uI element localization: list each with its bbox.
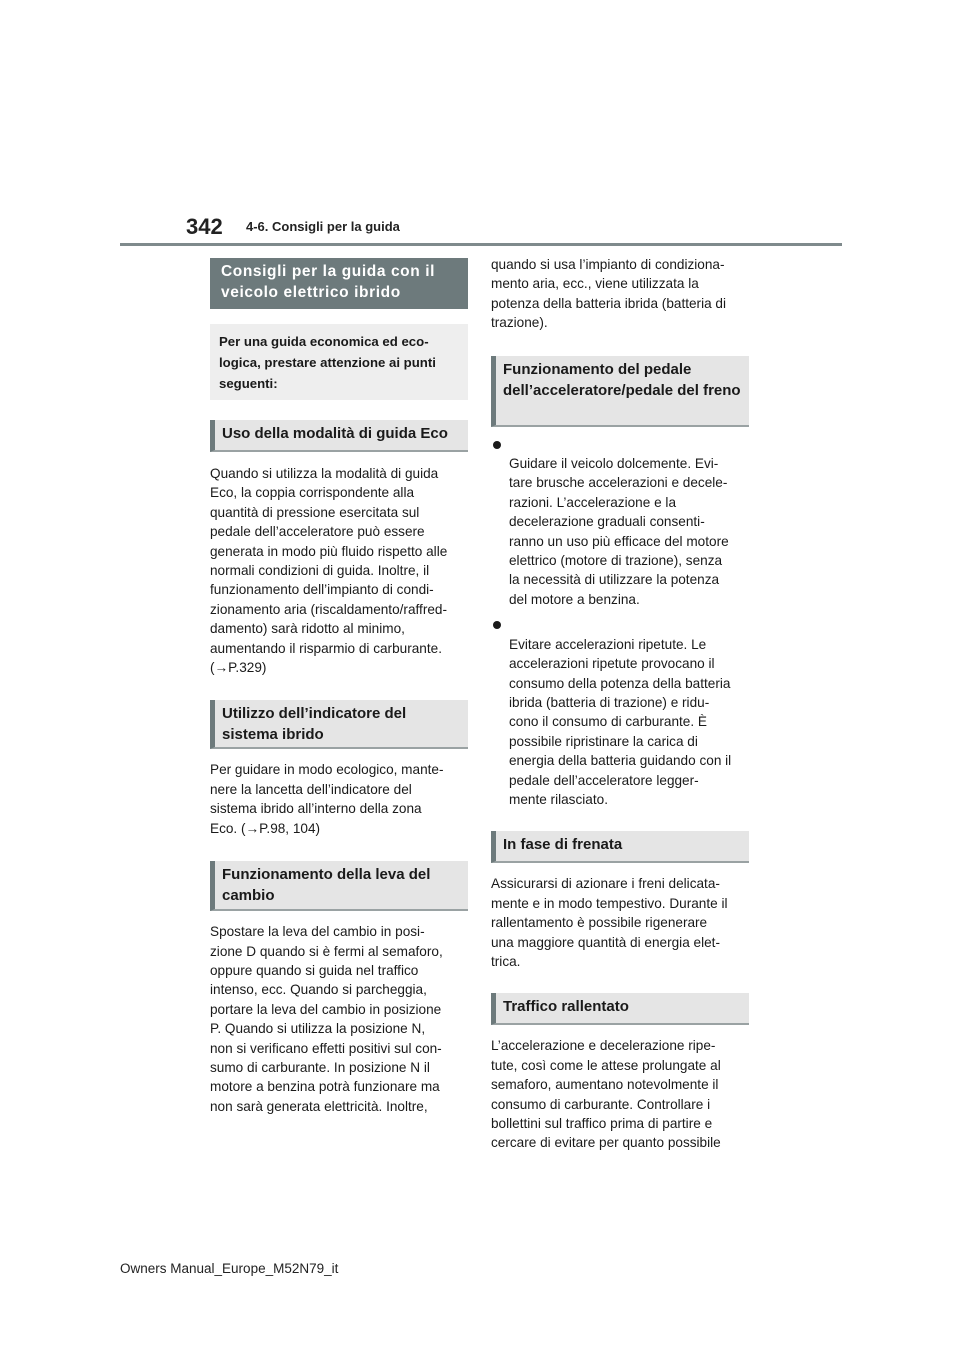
bullet-text: Guidare il veicolo dolcemente. Evi- tare brusche accelerazioni e decele- razioni. L’accelerazione e la decelerazione graduali consenti- ranno un uso più efficace del motore elettrico (motore di trazione), senza la necessità di utilizzare la potenza del motore a benzina. bbox=[509, 456, 729, 607]
chapter-banner: Consigli per la guida con il veicolo elettrico ibrido bbox=[210, 258, 468, 309]
paragraph-traffic: L’accelerazione e decelerazione ripe- tute, così come le attese prolungate al semaforo, aumentano notevolmente il consumo di carburante. Controllare i bollettini sul traffico prima di partire e cercare di evitare per quanto possibile bbox=[491, 1038, 721, 1151]
intro-box bbox=[210, 324, 468, 400]
left-column bbox=[210, 258, 468, 1116]
right-column bbox=[491, 258, 749, 1153]
list-item bbox=[491, 435, 749, 610]
pedal-bullet-list bbox=[491, 435, 749, 810]
header-rule bbox=[120, 243, 842, 246]
page-number: 342 bbox=[186, 214, 223, 239]
paragraph-braking: Assicurarsi di azionare i freni delicata- mente e in modo tempestivo. Durante il rallentamento è possibile rigenerare una maggiore quantità di energia elet- trica. bbox=[491, 876, 728, 969]
paragraph-continuation: quando si usa l’impianto di condiziona- mento aria, ecc., viene utilizzata la potenza della batteria ibrida (batteria di trazione). bbox=[491, 257, 727, 331]
subheading-traffic: Traffico rallentato bbox=[491, 993, 749, 1025]
section-label: 4-6. Consigli per la guida bbox=[246, 219, 400, 234]
intro-text: Per una guida economica ed eco- logica, prestare attenzione ai punti seguenti: bbox=[219, 334, 436, 391]
paragraph-hybrid-indicator: Per guidare in modo ecologico, mante- nere la lancetta dell’indicatore del sistema ibrido all’interno della zona Eco. (→P.98, 104) bbox=[210, 762, 444, 836]
subheading-shift-lever: Funzionamento della leva del cambio bbox=[210, 861, 468, 911]
subheading-eco-mode: Uso della modalità di guida Eco bbox=[210, 420, 468, 452]
bullet-icon bbox=[493, 621, 501, 629]
subheading-braking: In fase di frenata bbox=[491, 831, 749, 863]
paragraph-eco-mode: Quando si utilizza la modalità di guida Eco, la coppia corrispondente alla quantità di pressione esercitata sul pedale dell’acceleratore può essere generata in modo più fluido rispetto alle normali condizioni di guida. Inoltre, il funzionamento dell’impianto di condi- zionamento aria (riscaldamento/raffred- damento) sarà ridotto al minimo, aumentando il risparmio di carburante. (→P.329) bbox=[210, 466, 448, 676]
list-item bbox=[491, 615, 749, 809]
bullet-icon bbox=[493, 441, 501, 449]
bullet-text: Evitare accelerazioni ripetute. Le accelerazioni ripetute provocano il consumo della potenza della batteria ibrida (batteria di trazione) e ridu- cono il consumo di carburante. È possibile ripristinare la carica di energia della batteria guidando con il pedale dell’acceleratore legger- mente rilasciato. bbox=[509, 636, 732, 807]
subheading-hybrid-indicator: Utilizzo dell’indicatore del sistema ibrido bbox=[210, 700, 468, 749]
footer-text: Owners Manual_Europe_M52N79_it bbox=[120, 1261, 339, 1276]
subheading-pedals: Funzionamento del pedale dell’acceleratore/pedale del freno bbox=[491, 356, 749, 427]
paragraph-shift-lever: Spostare la leva del cambio in posi- zione D quando si è fermi al semaforo, oppure quando si guida nel traffico intenso, ecc. Quando si parcheggia, portare la leva del cambio in posizione P. Quando si utilizza la posizione N, non si verificano effetti positivi sul con- sumo di carburante. In posizione N il motore a benzina potrà funzionare ma non sarà generata elettricità. Inoltre, bbox=[210, 924, 443, 1114]
